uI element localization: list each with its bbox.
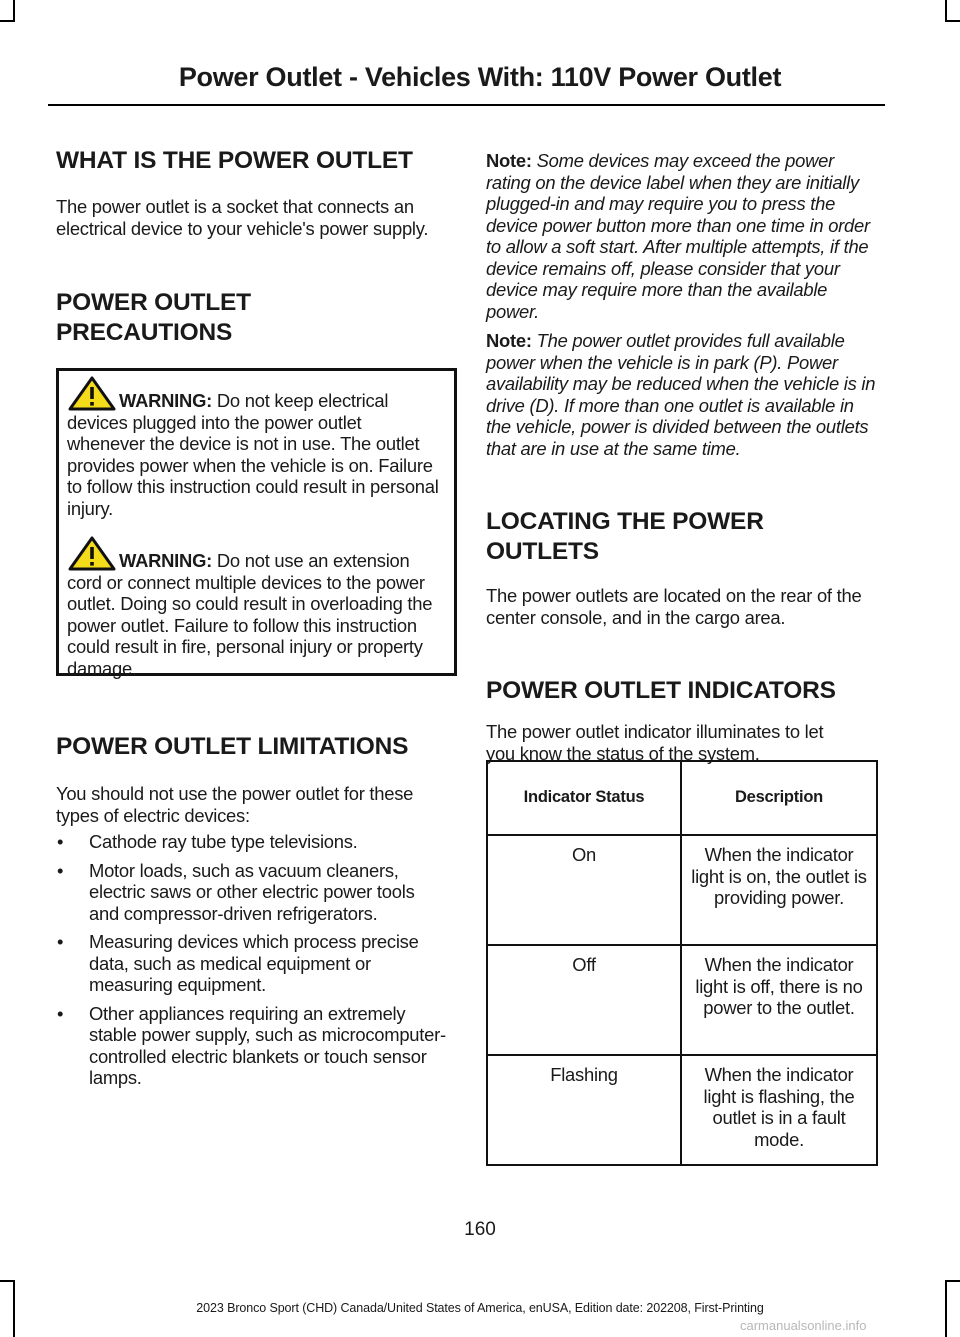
indicators-paragraph: The power outlet indicator illuminates to let you know the status of the system. <box>486 721 824 764</box>
table-cell: On <box>487 835 681 945</box>
table-cell: Off <box>487 945 681 1055</box>
warning-2 <box>67 535 439 679</box>
limitations-paragraph: You should not use the power outlet for these types of electric devices: <box>56 783 414 826</box>
warning-triangle-icon <box>67 375 117 411</box>
crop-mark <box>13 0 15 22</box>
indicator-table <box>486 760 878 1166</box>
note-text: Some devices may exceed the power rating on the device label when they are initially plugged-in and may require you to press the device power button more than one time in order to allow a soft start. After multiple attempts, if the device remains off, please consider that your device may require more than the available power. <box>486 150 870 322</box>
device-list <box>56 831 448 1089</box>
note-label: Note: <box>486 150 532 171</box>
table-cell: When the indicator light is flashing, the outlet is in a fault mode. <box>681 1055 877 1165</box>
table-header-row <box>487 761 877 835</box>
heading-limitations: POWER OUTLET LIMITATIONS <box>56 733 409 760</box>
list-item: • Cathode ray tube type televisions. <box>57 831 358 852</box>
warning-box <box>56 368 457 679</box>
heading-precautions-line1: POWER OUTLET <box>56 289 251 316</box>
intro-paragraph: The power outlet is a socket that connects an electrical device to your vehicle's power supply. <box>56 196 429 239</box>
list-item: • Other appliances requiring an extremely stable power supply, such as microcomputer-controlled electric blankets or touch sensor lamps. <box>57 1002 446 1088</box>
header-rule <box>48 104 885 106</box>
footer-edition-text: 2023 Bronco Sport (CHD) Canada/United States of America, enUSA, Edition date: 202208, First-Printing <box>196 1301 764 1315</box>
note-2 <box>486 330 878 459</box>
column-header: Description <box>681 761 877 835</box>
table-row <box>487 835 877 945</box>
column-header: Indicator Status <box>487 761 681 835</box>
locating-paragraph: The power outlets are located on the rear of the center console, and in the cargo area. <box>486 585 862 628</box>
heading-locating-line1: LOCATING THE POWER <box>486 508 764 535</box>
page-number: 160 <box>464 1219 496 1240</box>
note-text: The power outlet provides full available power when the vehicle is in park (P). Power availability may be reduced when the vehicle is in drive (D). If more than one outlet is available in the vehicle, power is divided between the outlets that are in use at the same time. <box>486 330 876 459</box>
warning-label: WARNING: <box>119 390 213 411</box>
crop-mark <box>945 20 960 22</box>
warning-1 <box>67 375 439 519</box>
heading-what-is: WHAT IS THE POWER OUTLET <box>56 147 413 174</box>
list-item: • Measuring devices which process precise data, such as medical equipment or measuring equipment. <box>57 931 419 995</box>
warning-text: Do not keep electrical devices plugged into the power outlet whenever the device is not in use. The outlet provides power when the vehicle is on. Failure to follow this instruction could result in personal injury. <box>67 390 439 519</box>
table-cell: When the indicator light is on, the outlet is providing power. <box>681 835 877 945</box>
watermark: carmanualsonline.info <box>740 1318 867 1333</box>
table-cell: Flashing <box>487 1055 681 1165</box>
list-item: • Motor loads, such as vacuum cleaners, electric saws or other electric power tools and compressor-driven refrigerators. <box>57 859 415 924</box>
heading-locating-line2: OUTLETS <box>486 538 599 565</box>
table-row <box>487 1055 877 1165</box>
crop-mark <box>0 20 15 22</box>
crop-mark <box>0 1280 15 1282</box>
crop-mark <box>945 1280 960 1282</box>
table-row <box>487 945 877 1055</box>
heading-precautions-line2: PRECAUTIONS <box>56 319 233 346</box>
page-header-title: Power Outlet - Vehicles With: 110V Power Outlet <box>178 62 782 92</box>
table-cell: When the indicator light is off, there is no power to the outlet. <box>681 945 877 1055</box>
heading-indicators: POWER OUTLET INDICATORS <box>486 677 836 704</box>
note-label: Note: <box>486 330 532 351</box>
warning-label: WARNING: <box>119 550 213 571</box>
note-1 <box>486 150 878 322</box>
warning-text: Do not use an extension cord or connect multiple devices to the power outlet. Doing so could result in overloading the power outlet. Failure to follow this instruction could result in fire, personal injury or property damage. <box>67 550 433 679</box>
warning-triangle-icon <box>67 535 117 571</box>
crop-mark <box>945 0 947 22</box>
